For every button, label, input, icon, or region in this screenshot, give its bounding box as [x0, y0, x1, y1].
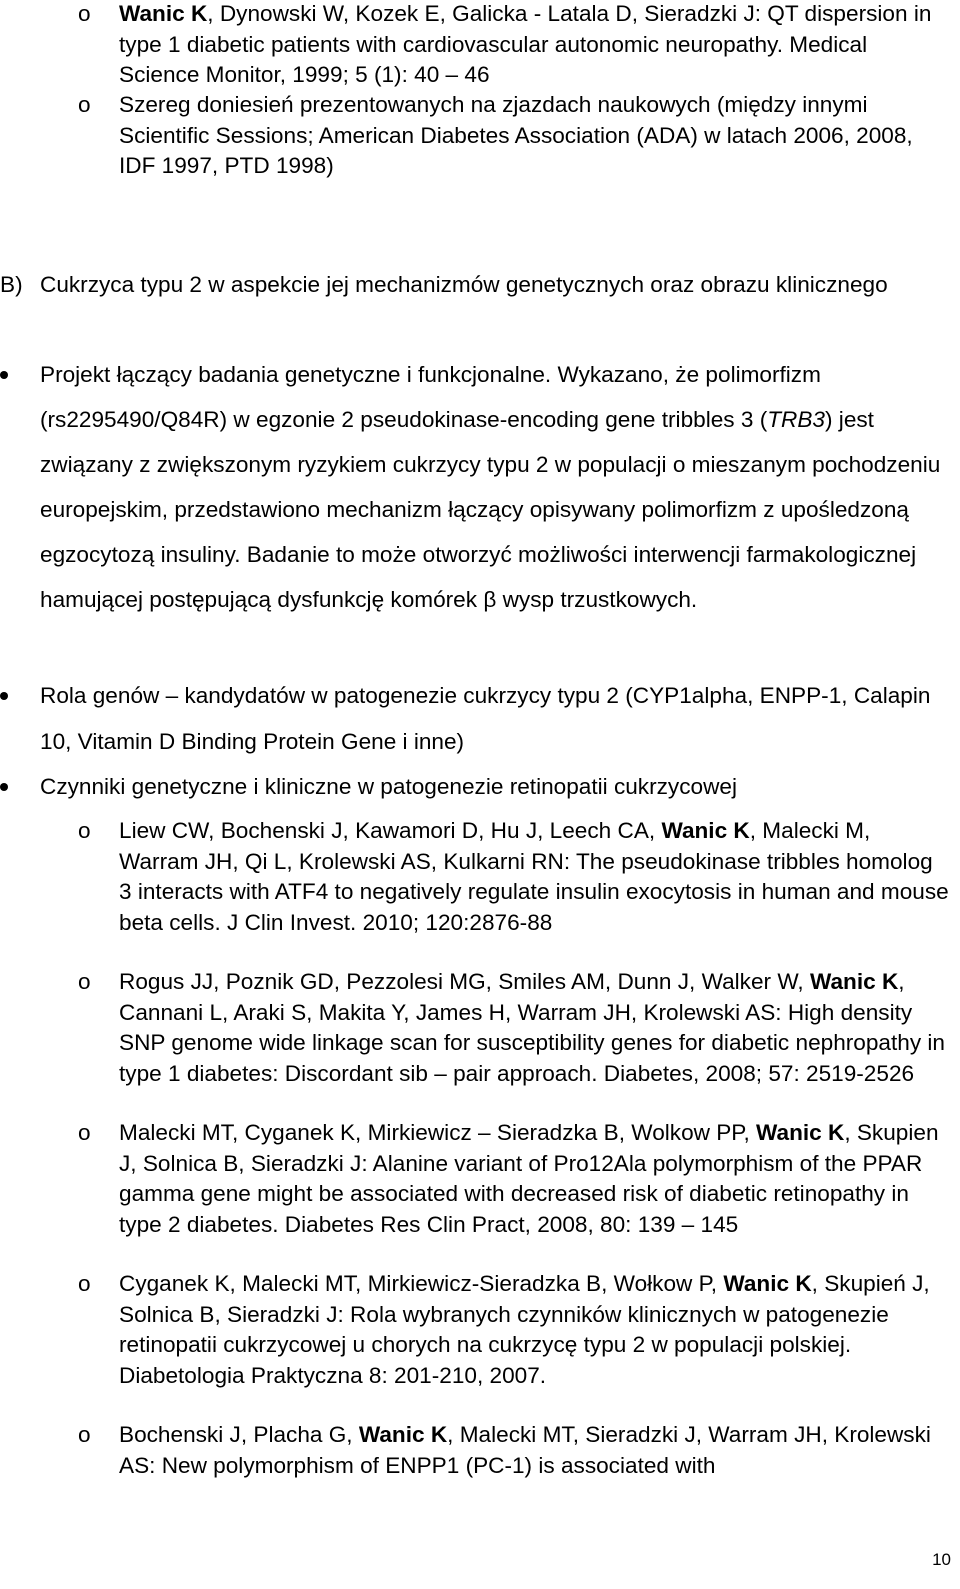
- bullet-dot-icon: [0, 371, 8, 379]
- author-highlight: Wanic K: [809, 969, 899, 994]
- reference-text: Bochenski J, Placha G, Wanic K, Malecki MT, Sieradzki J, Warram JH, Krolewski AS: New polymorphism of ENPP1 (PC-1) is associated with: [119, 1422, 931, 1478]
- reference-text: Malecki MT, Cyganek K, Mirkiewicz – Sieradzka B, Wolkow PP, Wanic K, Skupien J, Solnica B, Sieradzki J: Alanine variant of Pro12Ala polymorphism of the PPAR gamma gene might be associated with decreased risk of diabetic retinopathy in type 2 diabetes. Diabetes Res Clin Pract, 2008, 80: 139 – 145: [119, 1120, 939, 1237]
- author-highlight: Wanic K: [358, 1422, 448, 1447]
- bullet-text: Projekt łączący badania genetyczne i funkcjonalne. Wykazano, że polimorfizm (rs2295490/Q84R) w egzonie 2 pseudokinase-encoding gene tribbles 3 (TRB3) jest związany z zwiększonym ryzykiem cukrzycy typu 2 w populacji o mieszanym pochodzeniu europejskim, przedstawiono mechanizm łączący opisywany polimorfizm z upośledzoną egzocytozą insuliny. Badanie to może otworzyć możliwości interwencji farmakologicznej hamującej postępującą dysfunkcję komórek β wysp trzustkowych.: [40, 362, 941, 612]
- bullet-dot-icon: [0, 783, 8, 791]
- reference-text: Liew CW, Bochenski J, Kawamori D, Hu J, Leech CA, Wanic K, Malecki M, Warram JH, Qi L, Krolewski AS, Kulkarni RN: The pseudokinase tribbles homolog 3 interacts with ATF4 to negatively regulate insulin exocytosis in human and mouse beta cells. J Clin Invest. 2010; 120:2876-88: [119, 818, 949, 935]
- list-marker: o: [78, 969, 91, 994]
- reference-text: Szereg doniesień prezentowanych na zjazdach naukowych (między innymi Scientific Sessions; American Diabetes Association (ADA) w latach 2006, 2008, IDF 1997, PTD 1998): [119, 92, 913, 178]
- author-highlight: Wanic K: [723, 1271, 812, 1296]
- reference-text: Rogus JJ, Poznik GD, Pezzolesi MG, Smiles AM, Dunn J, Walker W, Wanic K, Cannani L, Araki S, Makita Y, James H, Warram JH, Krolewski AS: High density SNP genome wide linkage scan for susceptibility genes for diabetic nephropathy in type 1 diabetes: Discordant sib – pair approach. Diabetes, 2008; 57: 2519-2526: [119, 969, 945, 1086]
- list-marker: o: [78, 1422, 91, 1447]
- section-label: B): [0, 272, 23, 297]
- author-highlight: Wanic K: [661, 818, 750, 843]
- gene-name: TRB3: [767, 407, 825, 432]
- reference-text: Wanic K, Dynowski W, Kozek E, Galicka - Latala D, Sieradzki J: QT dispersion in type 1 diabetic patients with cardiovascular autonomic neuropathy. Medical Science Monitor, 1999; 5 (1): 40 – 46: [119, 1, 932, 87]
- bullet-dot-icon: [0, 692, 8, 700]
- list-marker: o: [78, 1, 91, 26]
- page-number: 10: [932, 1550, 951, 1569]
- list-marker: o: [78, 818, 91, 843]
- list-marker: o: [78, 1120, 91, 1145]
- author-highlight: Wanic K: [119, 1, 208, 26]
- bullet-text: Rola genów – kandydatów w patogenezie cukrzycy typu 2 (CYP1alpha, ENPP-1, Calapin 10, Vitamin D Binding Protein Gene i inne): [40, 683, 931, 754]
- author-highlight: Wanic K: [756, 1120, 845, 1145]
- section-title: Cukrzyca typu 2 w aspekcie jej mechanizmów genetycznych oraz obrazu klinicznego: [40, 272, 888, 297]
- list-marker: o: [78, 92, 91, 117]
- list-marker: o: [78, 1271, 91, 1296]
- reference-text: Cyganek K, Malecki MT, Mirkiewicz-Sieradzka B, Wołkow P, Wanic K, Skupień J, Solnica B, Sieradzki J: Rola wybranych czynników klinicznych w patogenezie retinopatii cukrzycowej u chorych na cukrzycę typu 2 w populacji polskiej. Diabetologia Praktyczna 8: 201-210, 2007.: [119, 1271, 930, 1388]
- bullet-text: Czynniki genetyczne i kliniczne w patogenezie retinopatii cukrzycowej: [40, 774, 737, 799]
